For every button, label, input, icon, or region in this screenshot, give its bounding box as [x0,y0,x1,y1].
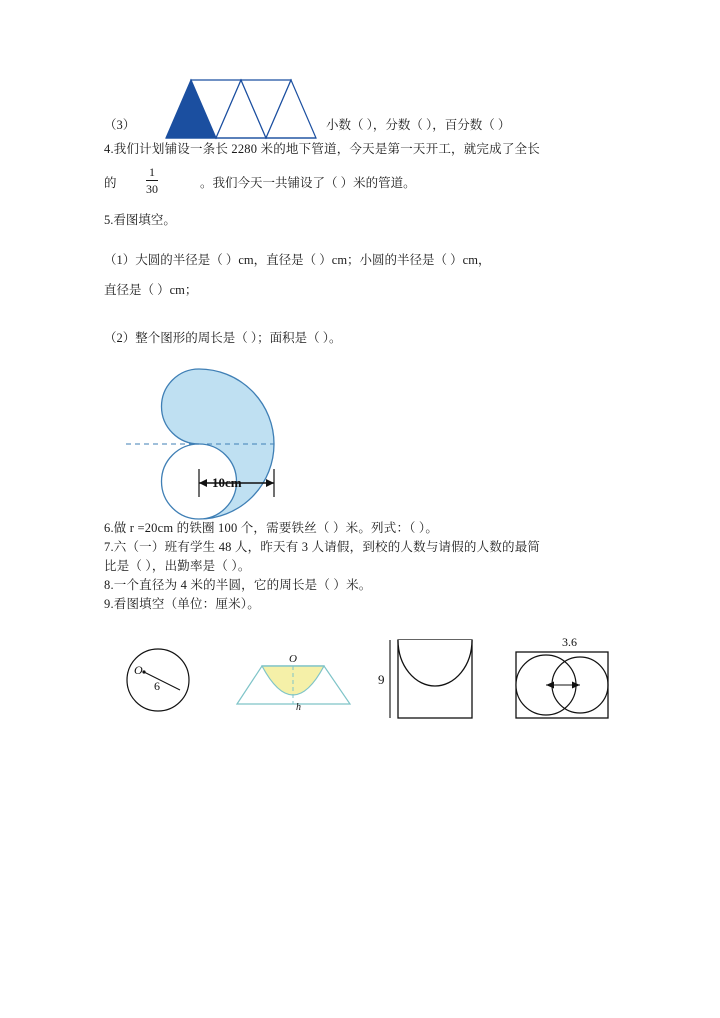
question-6-text: 6.做 r =20cm 的铁圈 100 个，需要铁丝（ ）米。列式：（ ）。 [104,521,439,535]
figure-circle-radius-6 [116,632,206,732]
figure2-base-label: h [296,702,301,713]
question-5-sub2: （2）整个图形的周长是（ ）；面积是（ ）。 [104,331,342,345]
question-8-text: 8.一个直径为 4 米的半圆，它的周长是（ ）米。 [104,578,372,592]
worksheet-content [104,60,634,747]
question-7-line2: 比是（ ），出勤率是（ ）。 [104,559,251,573]
question-9-figures-row [104,632,634,747]
figure4-top-label: 3.6 [562,635,577,649]
question-4-fraction-line [104,159,634,205]
question-3-row [104,60,634,140]
figure-svg-holder [114,369,314,519]
fraction-denominator: 30 [146,182,158,196]
figure-square-with-arc [376,632,486,737]
question-4-text: 4.我们计划铺设一条长 2280 米的地下管道，今天是第一天开工，就完成了全长 [104,142,540,156]
fraction-one-thirtieth [146,165,158,197]
question-3-blanks: 小数（ ），分数（ ），百分数（ ） [326,118,511,132]
question-5-sub1-line2: 直径是（ ）cm； [104,283,198,297]
question-5-sub1-line1: （1）大圆的半径是（ ）cm，直径是（ ）cm；小圆的半径是（ ）cm， [104,253,491,267]
fraction-numerator: 1 [149,165,155,179]
circle-with-semicircle-notch-figure [104,369,634,519]
question-4-suffix: 。我们今天一共铺设了（ ）米的管道。 [200,176,416,190]
question-4-prefix: 的 [104,176,117,190]
question-5-heading: 5.看图填空。 [104,213,176,227]
figure-dimension-label: 10cm [212,475,242,490]
question-7-line1: 7.六（一）班有学生 48 人，昨天有 3 人请假，到校的人数与请假的人数的最简 [104,540,541,554]
figure3-side-label: 9 [378,672,385,687]
question-3-label: （3） [104,118,136,132]
figure1-radius-label: 6 [154,679,160,693]
figure-rectangle-two-circles [504,632,624,737]
figure1-center-label: O [134,663,143,677]
figure-trapezoid-with-arc [232,632,362,732]
question-9-heading: 9.看图填空（单位：厘米）。 [104,597,260,611]
figure2-center-label: O [289,653,297,665]
four-triangles-one-shaded-icon [166,78,316,140]
